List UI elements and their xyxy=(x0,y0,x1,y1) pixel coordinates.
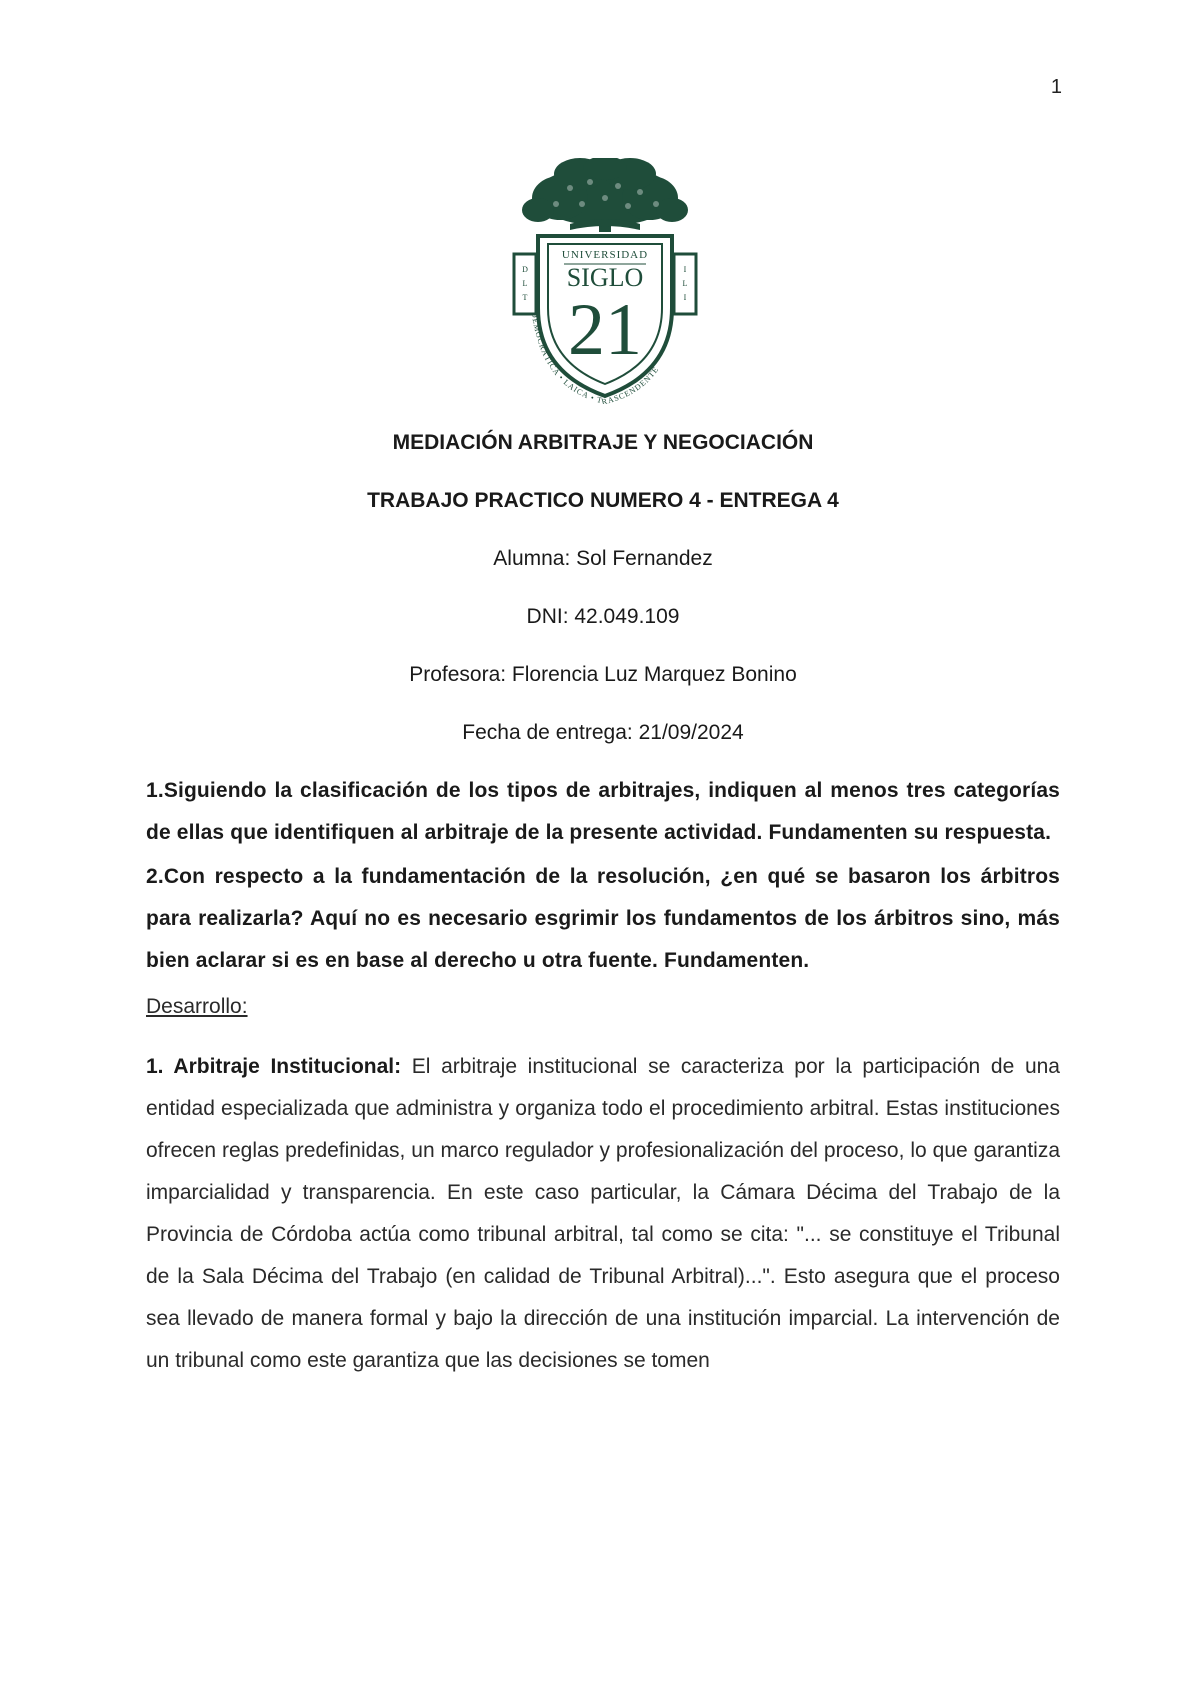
document-content xyxy=(146,428,1060,1382)
svg-text:L: L xyxy=(682,279,688,288)
university-logo xyxy=(500,158,710,404)
question-1: 1.Siguiendo la clasificación de los tipos de arbitrajes, indiquen al menos tres categorías de ellas que identifiquen al arbitraje de la presente actividad. Fundamenten su respuesta. xyxy=(146,779,1060,844)
question-2: 2.Con respecto a la fundamentación de la resolución, ¿en qué se basaron los árbitros para realizarla? Aquí no es necesario esgrimir los fundamentos de los árbitros sino, más bien aclarar si es en base al derecho u otra fuente. Fundamenten. xyxy=(146,865,1060,972)
page-number: 1 xyxy=(1050,76,1062,98)
svg-text:I: I xyxy=(683,265,687,274)
svg-text:DEMOCRÁTICA • LAICA • TRASCEND: DEMOCRÁTICA • LAICA • TRASCENDENTE xyxy=(529,311,661,404)
svg-text:UNIVERSIDAD: UNIVERSIDAD xyxy=(561,249,649,261)
student-name: Alumna: Sol Fernandez xyxy=(493,547,713,570)
development-heading: Desarrollo: xyxy=(146,995,248,1018)
student-dni: DNI: 42.049.109 xyxy=(526,605,680,628)
title-block xyxy=(146,428,1060,748)
development-item-1 xyxy=(146,1046,1060,1382)
svg-text:21: 21 xyxy=(568,289,642,371)
svg-text:I: I xyxy=(683,293,687,302)
teacher-name: Profesora: Florencia Luz Marquez Bonino xyxy=(409,663,797,686)
svg-text:T: T xyxy=(522,293,528,302)
item-1-text: El arbitraje institucional se caracteriza por la participación de una entidad especializada que administra y organiza todo el procedimiento arbitral. Estas instituciones ofrecen reglas predefinidas, un marco regulador y profesionalización del proceso, lo que garantiza imparcialidad y transparencia. En este caso particular, la Cámara Décima del Trabajo de la Provincia de Córdoba actúa como tribunal arbitral, tal como se cita: "... se constituye el Tribunal de la Sala Décima del Trabajo (en calidad de Tribunal Arbitral)...". Esto asegura que el proceso sea llevado de manera formal y bajo la dirección de una institución imparcial. La intervención de un tribunal como este garantiza que las decisiones se tomen xyxy=(146,1055,1060,1372)
assignment-title: TRABAJO PRACTICO NUMERO 4 - ENTREGA 4 xyxy=(367,489,839,512)
item-1-label: 1. Arbitraje Institucional: xyxy=(146,1055,402,1078)
svg-text:D: D xyxy=(522,265,528,274)
delivery-date: Fecha de entrega: 21/09/2024 xyxy=(462,721,744,744)
subject-title: MEDIACIÓN ARBITRAJE Y NEGOCIACIÓN xyxy=(392,431,814,454)
svg-text:L: L xyxy=(522,279,528,288)
svg-text:SIGLO: SIGLO xyxy=(566,263,644,292)
